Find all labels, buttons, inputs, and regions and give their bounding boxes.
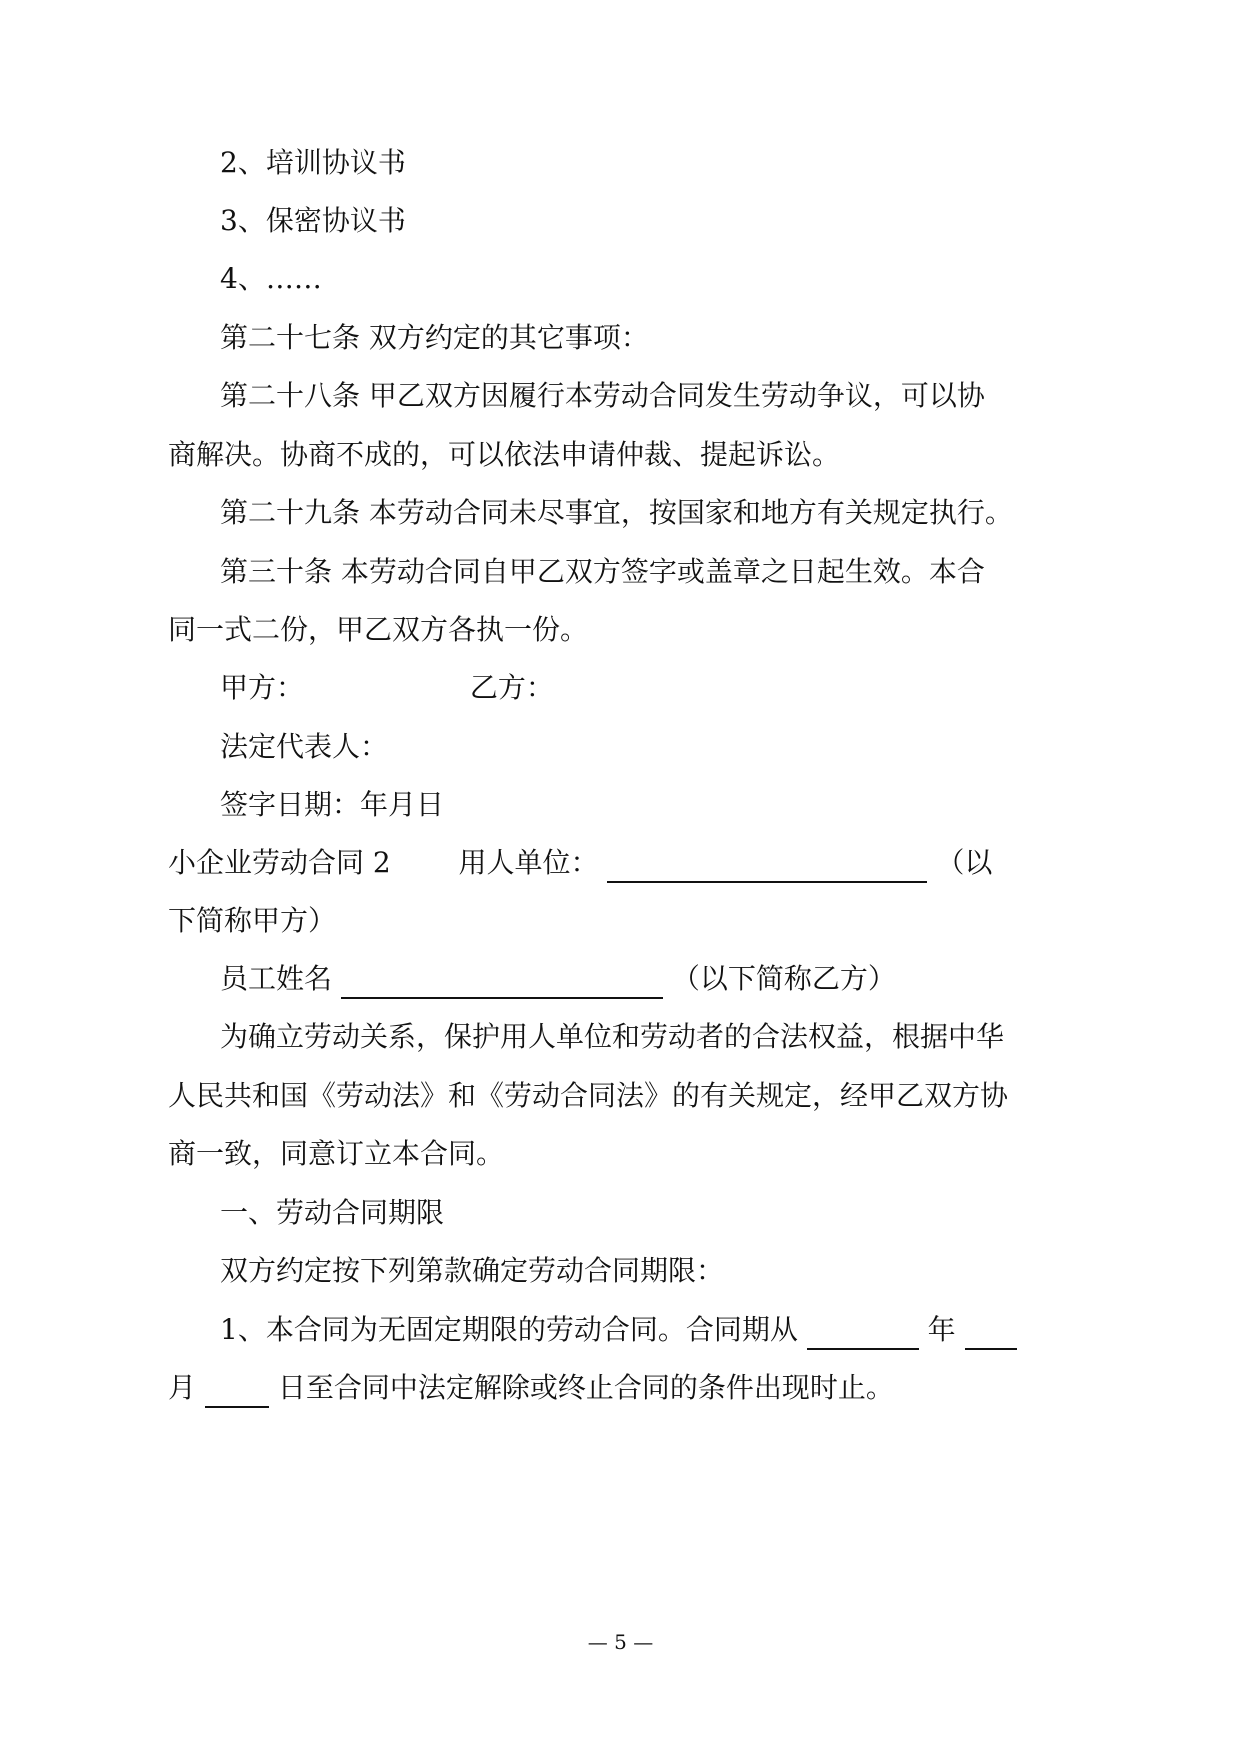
employer-label: 用人单位： (458, 846, 599, 879)
list-item-ellipsis (0, 259, 1241, 299)
text-line: 下简称甲方） (168, 904, 337, 937)
start-year-blank (807, 1316, 919, 1350)
list-item-confidentiality-agreement (0, 201, 1241, 241)
signing-date (0, 785, 1241, 825)
term-clause-1-line-1 (0, 1310, 1241, 1350)
text-fragment: （以下简称乙方） (671, 962, 896, 995)
text-fragment: 1、本合同为无固定期限的劳动合同。合同期从 (220, 1313, 798, 1346)
start-day-blank (205, 1374, 269, 1408)
article-28-line-1 (0, 376, 1241, 416)
text-line: 2、培训协议书 (220, 146, 406, 179)
employee-name-line (0, 959, 1241, 999)
article-30-line-1 (0, 552, 1241, 592)
text-line: 一、劳动合同期限 (220, 1196, 445, 1229)
article-28-line-2 (0, 435, 1241, 475)
contract-2-heading (0, 843, 1241, 883)
term-clause-1-line-2 (0, 1368, 1241, 1408)
text-line: 3、保密协议书 (220, 204, 406, 237)
contract-title: 小企业劳动合同 2 (168, 846, 391, 879)
text-line: 人民共和国《劳动法》和《劳动合同法》的有关规定，经甲乙双方协 (168, 1079, 1009, 1112)
employee-name-blank (341, 965, 663, 999)
text-line: 4、…… (220, 262, 322, 295)
text-fragment: 日至合同中法定解除或终止合同的条件出现时止。 (277, 1371, 894, 1404)
page-number: — 5 — (587, 1630, 654, 1654)
preamble-line-2 (0, 1076, 1241, 1116)
text-line: 法定代表人： (220, 730, 389, 763)
employer-abbreviation (0, 901, 1241, 941)
party-b-label: 乙方： (469, 671, 554, 704)
article-27 (0, 318, 1241, 358)
article-29 (0, 493, 1241, 533)
text-line: 同一式二份，甲乙双方各执一份。 (168, 613, 589, 646)
text-line: 签字日期：年月日 (220, 788, 445, 821)
party-signatures (0, 668, 1241, 708)
article-30-line-2 (0, 610, 1241, 650)
text-line: 商一致，同意订立本合同。 (168, 1137, 505, 1170)
text-line: 为确立劳动关系，保护用人单位和劳动者的合法权益，根据中华 (220, 1020, 1005, 1053)
start-month-blank (965, 1316, 1017, 1350)
term-intro (0, 1251, 1241, 1291)
text-line: 第三十条 本劳动合同自甲乙双方签字或盖章之日起生效。本合 (220, 555, 985, 588)
legal-representative (0, 727, 1241, 767)
section-heading-term (0, 1193, 1241, 1233)
preamble-line-3 (0, 1134, 1241, 1174)
text-line: 双方约定按下列第款确定劳动合同期限： (220, 1254, 725, 1287)
year-label: 年 (927, 1313, 956, 1346)
preamble-line-1 (0, 1017, 1241, 1057)
text-line: 商解决。协商不成的，可以依法申请仲裁、提起诉讼。 (168, 438, 841, 471)
text-fragment: （以 (936, 846, 993, 879)
list-item-training-agreement (0, 143, 1241, 183)
text-line: 第二十八条 甲乙双方因履行本劳动合同发生劳动争议，可以协 (220, 379, 985, 412)
employee-name-label: 员工姓名 (220, 962, 333, 995)
month-label: 月 (168, 1371, 197, 1404)
text-line: 第二十七条 双方约定的其它事项： (220, 321, 649, 354)
employer-blank (607, 849, 927, 883)
party-a-label: 甲方： (220, 671, 305, 704)
text-line: 第二十九条 本劳动合同未尽事宜，按国家和地方有关规定执行。 (220, 496, 1013, 529)
